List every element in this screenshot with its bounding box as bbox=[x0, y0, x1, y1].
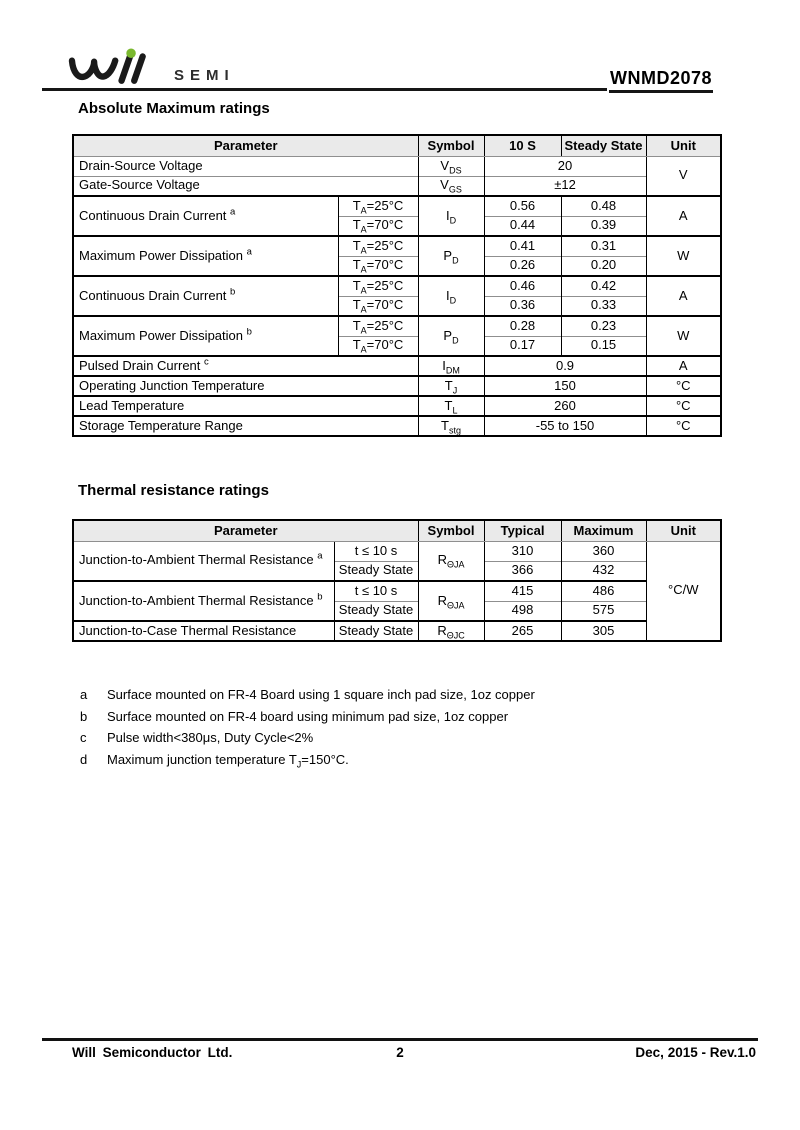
table-cell: Steady State bbox=[334, 621, 418, 641]
table-cell: t ≤ 10 s bbox=[334, 581, 418, 601]
table-cell: $T_A=25^\circ C$ bbox=[338, 276, 418, 296]
table-cell: W bbox=[646, 236, 721, 276]
footer-page-number: 2 bbox=[396, 1045, 404, 1060]
table-cell: $I_{DM}$ bbox=[418, 356, 484, 376]
table-cell: $T_A=25^\circ C$ bbox=[338, 196, 418, 216]
footnote bbox=[80, 727, 800, 749]
column-header: Parameter bbox=[73, 135, 418, 156]
table-cell: $P_D$ bbox=[418, 236, 484, 276]
footnote bbox=[80, 749, 800, 771]
table-cell: $T_A=70^\circ C$ bbox=[338, 336, 418, 356]
table-cell: V bbox=[646, 156, 721, 196]
table-cell: $T_{stg}$ bbox=[418, 416, 484, 436]
table-cell: $T_J$ bbox=[418, 376, 484, 396]
table-cell: $R_{\Theta JC}$ bbox=[418, 621, 484, 641]
table-cell: Steady State bbox=[334, 561, 418, 581]
table-cell: $T_A=70^\circ C$ bbox=[338, 256, 418, 276]
table-cell: $T_A=70^\circ C$ bbox=[338, 216, 418, 236]
table-cell: 486 bbox=[561, 581, 646, 601]
header-row bbox=[73, 135, 721, 156]
footnote-label: a bbox=[80, 687, 88, 703]
table-cell: $I_D$ bbox=[418, 276, 484, 316]
footnote bbox=[80, 706, 800, 728]
table-row bbox=[73, 276, 721, 296]
table-cell: 0.42 bbox=[561, 276, 646, 296]
table-cell: 0.41 bbox=[484, 236, 561, 256]
column-header: Symbol bbox=[418, 520, 484, 541]
table-cell: 0.26 bbox=[484, 256, 561, 276]
footnote-label: d bbox=[80, 751, 88, 767]
table-cell: $T_A=70^\circ C$ bbox=[338, 296, 418, 316]
table-cell: Continuous Drain Current $^a$ bbox=[73, 196, 338, 236]
table-cell: 0.46 bbox=[484, 276, 561, 296]
thermal-ratings-title: Thermal resistance ratings bbox=[78, 482, 269, 499]
table-cell: 0.56 bbox=[484, 196, 561, 216]
table-cell: 265 bbox=[484, 621, 561, 641]
table-cell: 0.48 bbox=[561, 196, 646, 216]
table-cell: Lead Temperature bbox=[73, 396, 418, 416]
table-cell: 0.31 bbox=[561, 236, 646, 256]
table-cell: 0.36 bbox=[484, 296, 561, 316]
table-cell: 0.39 bbox=[561, 216, 646, 236]
table-cell: A bbox=[646, 196, 721, 236]
table-cell: °C bbox=[646, 396, 721, 416]
table-row bbox=[73, 356, 721, 376]
table-row bbox=[73, 176, 721, 196]
table-cell: A bbox=[646, 356, 721, 376]
table-cell: $V_{GS}$ bbox=[418, 176, 484, 196]
logo-green-dot bbox=[126, 49, 136, 59]
table-cell: Storage Temperature Range bbox=[73, 416, 418, 436]
table-row bbox=[73, 196, 721, 216]
table-cell: Continuous Drain Current $^b$ bbox=[73, 276, 338, 316]
table-cell: Maximum Power Dissipation $^b$ bbox=[73, 316, 338, 356]
table-cell: $I_D$ bbox=[418, 196, 484, 236]
column-header: Unit bbox=[646, 135, 721, 156]
table-cell: 260 bbox=[484, 396, 646, 416]
table-cell: Junction-to-Ambient Thermal Resistance $^b$ bbox=[73, 581, 334, 621]
logo-mark-icon bbox=[60, 48, 162, 86]
logo-slash-2 bbox=[134, 56, 142, 80]
header-rule bbox=[42, 88, 607, 91]
table-row bbox=[73, 316, 721, 336]
footer-company: Will Semiconductor Ltd. bbox=[72, 1045, 233, 1060]
table-cell: -55 to 150 bbox=[484, 416, 646, 436]
table-row bbox=[73, 581, 721, 601]
column-header: Typical bbox=[484, 520, 561, 541]
table-cell: 305 bbox=[561, 621, 646, 641]
footnote-text: Pulse width<380μs, Duty Cycle<2% bbox=[107, 730, 314, 746]
footer-date-rev: Dec, 2015 - Rev.1.0 bbox=[635, 1045, 756, 1060]
table-cell: $R_{\Theta JA}$ bbox=[418, 581, 484, 621]
footnote bbox=[80, 684, 800, 706]
table-cell: A bbox=[646, 276, 721, 316]
table-cell: Pulsed Drain Current $^c$ bbox=[73, 356, 418, 376]
table-cell: $T_L$ bbox=[418, 396, 484, 416]
footnote-label: c bbox=[80, 730, 87, 746]
thermal-resistance-table bbox=[72, 519, 722, 642]
table-cell: Junction-to-Ambient Thermal Resistance $^a$ bbox=[73, 541, 334, 581]
footnote-text: Surface mounted on FR-4 Board using 1 square inch pad size, 1oz copper bbox=[107, 687, 535, 703]
table-cell: $P_D$ bbox=[418, 316, 484, 356]
logo-slash-1 bbox=[122, 56, 130, 80]
part-number: WNMD2078 bbox=[609, 68, 713, 93]
table-cell: 0.28 bbox=[484, 316, 561, 336]
header-row bbox=[73, 520, 721, 541]
table-cell: Gate-Source Voltage bbox=[73, 176, 418, 196]
table-cell: 150 bbox=[484, 376, 646, 396]
brand-name: SEMI bbox=[174, 67, 235, 84]
footnote-text: Maximum junction temperature $T_J=150^\circ C$. bbox=[107, 751, 349, 770]
column-header: Steady State bbox=[561, 135, 646, 156]
table-cell: $R_{\Theta JA}$ bbox=[418, 541, 484, 581]
table-cell: 0.15 bbox=[561, 336, 646, 356]
table-cell: t ≤ 10 s bbox=[334, 541, 418, 561]
brand-logo bbox=[60, 48, 235, 86]
table-cell: 0.23 bbox=[561, 316, 646, 336]
table-cell: $V_{DS}$ bbox=[418, 156, 484, 176]
footer-rule bbox=[42, 1038, 758, 1041]
table-row bbox=[73, 396, 721, 416]
page-footer bbox=[42, 1038, 758, 1060]
footer-row bbox=[42, 1045, 758, 1060]
table-cell: ±12 bbox=[484, 176, 646, 196]
footnote-label: b bbox=[80, 708, 88, 724]
table-cell: 20 bbox=[484, 156, 646, 176]
footnote-text: Surface mounted on FR-4 board using minimum pad size, 1oz copper bbox=[107, 708, 509, 724]
table-cell: °C bbox=[646, 376, 721, 396]
table-row bbox=[73, 376, 721, 396]
table-cell: Steady State bbox=[334, 601, 418, 621]
table-cell: 310 bbox=[484, 541, 561, 561]
table-cell: °C/W bbox=[646, 541, 721, 641]
table-cell: 360 bbox=[561, 541, 646, 561]
table-cell: 575 bbox=[561, 601, 646, 621]
table-cell: 0.17 bbox=[484, 336, 561, 356]
table-cell: Maximum Power Dissipation $^a$ bbox=[73, 236, 338, 276]
table-cell: $T_A=25^\circ C$ bbox=[338, 236, 418, 256]
abs-max-ratings-title: Absolute Maximum ratings bbox=[78, 100, 270, 117]
table-cell: W bbox=[646, 316, 721, 356]
table-row bbox=[73, 541, 721, 561]
table-row bbox=[73, 156, 721, 176]
table-cell: 366 bbox=[484, 561, 561, 581]
table-cell: 415 bbox=[484, 581, 561, 601]
table-row bbox=[73, 416, 721, 436]
table-cell: 432 bbox=[561, 561, 646, 581]
absolute-maximum-ratings-table bbox=[72, 134, 722, 437]
logo-wave-stroke bbox=[72, 61, 115, 77]
table-cell: 0.9 bbox=[484, 356, 646, 376]
page-body bbox=[0, 91, 800, 770]
column-header: 10 S bbox=[484, 135, 561, 156]
column-header: Unit bbox=[646, 520, 721, 541]
table-cell: °C bbox=[646, 416, 721, 436]
table-cell: Junction-to-Case Thermal Resistance bbox=[73, 621, 334, 641]
page-header bbox=[42, 0, 758, 91]
table-cell: Drain-Source Voltage bbox=[73, 156, 418, 176]
table-cell: 0.44 bbox=[484, 216, 561, 236]
footnotes bbox=[80, 684, 800, 770]
table-row bbox=[73, 236, 721, 256]
table-cell: 0.20 bbox=[561, 256, 646, 276]
table-cell: 0.33 bbox=[561, 296, 646, 316]
column-header: Maximum bbox=[561, 520, 646, 541]
column-header: Parameter bbox=[73, 520, 418, 541]
table-cell: 498 bbox=[484, 601, 561, 621]
table-cell: $T_A=25^\circ C$ bbox=[338, 316, 418, 336]
table-row bbox=[73, 621, 721, 641]
table-cell: Operating Junction Temperature bbox=[73, 376, 418, 396]
column-header: Symbol bbox=[418, 135, 484, 156]
